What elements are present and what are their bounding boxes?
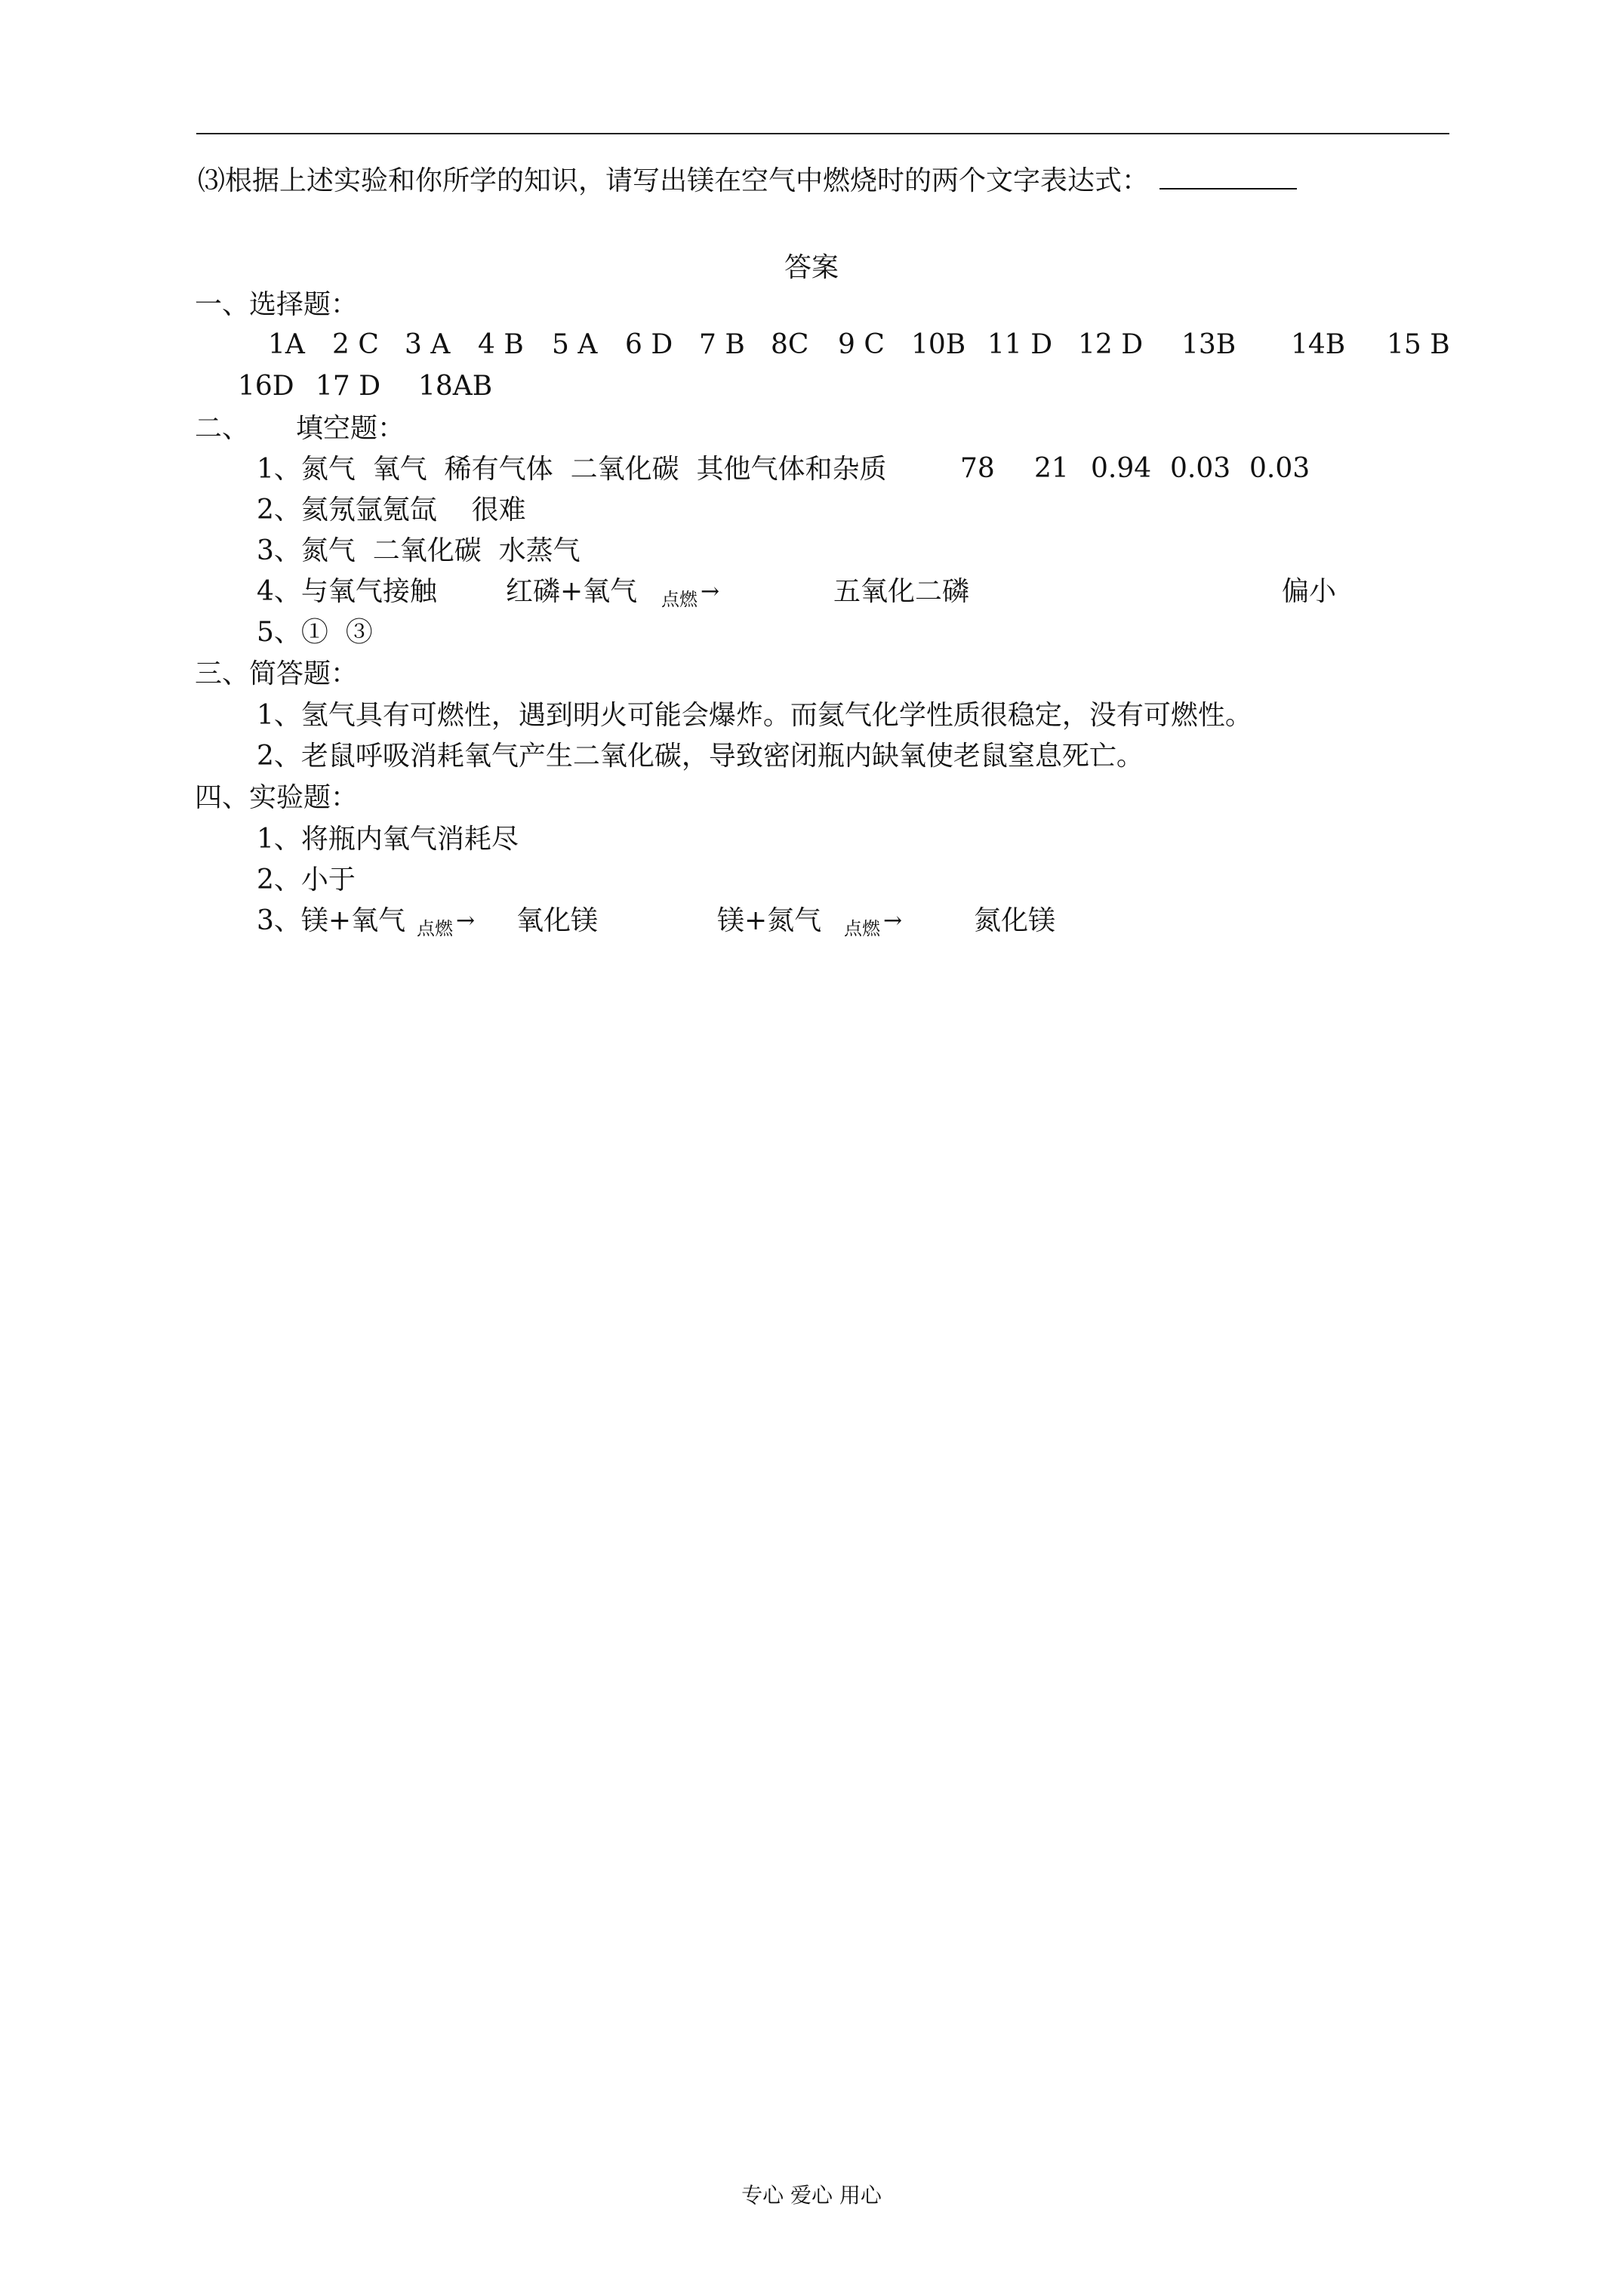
- fill-answer-4-part-d: 偏小: [1282, 576, 1337, 607]
- choice-answer-3: 3 A: [405, 329, 451, 360]
- page-footer: 专心 爱心 用心: [741, 2183, 882, 2208]
- ignite-condition-label: 点燃: [661, 589, 698, 610]
- choice-answer-8: 8C: [771, 329, 809, 360]
- fill-value-1: 78: [960, 453, 995, 484]
- header-rule: [196, 133, 1449, 134]
- fill-answer-5: 5、① ③: [257, 617, 373, 648]
- ignite-condition-label-3: 点燃: [844, 918, 880, 939]
- choice-answer-11: 11 D: [987, 329, 1053, 360]
- choice-answer-4: 4 B: [478, 329, 524, 360]
- short-answer-1: 1、氢气具有可燃性，遇到明火可能会爆炸。而氦气化学性质很稳定，没有可燃性。: [257, 700, 1252, 731]
- fill-value-4: 0.03: [1170, 453, 1231, 484]
- question-3-text: ⑶根据上述实验和你所学的知识，请写出镁在空气中燃烧时的两个文字表达式：: [198, 165, 1150, 196]
- choice-answer-14: 14B: [1291, 329, 1346, 360]
- question-3-line: [198, 165, 1297, 198]
- experiment-answer-2: 2、小于: [257, 864, 356, 895]
- fill-answer-1: 1、氮气 氧气 稀有气体 二氧化碳 其他气体和杂质: [257, 454, 887, 485]
- choice-answer-2: 2 C: [332, 329, 379, 360]
- reaction-arrow-icon: →: [701, 578, 720, 605]
- fill-value-5: 0.03: [1249, 453, 1310, 484]
- reaction-arrow-icon-2: →: [456, 908, 476, 934]
- section2-heading-text: 填空题：: [296, 413, 405, 444]
- fill-value-3: 0.94: [1091, 453, 1152, 484]
- reaction-arrow-icon-3: →: [883, 908, 903, 934]
- experiment-answer-3-part-a: 3、镁+氧气: [257, 905, 406, 936]
- ignite-condition-label-2: 点燃: [417, 918, 453, 939]
- short-answer-2: 2、老鼠呼吸消耗氧气产生二氧化碳，导致密闭瓶内缺氧使老鼠窒息死亡。: [257, 741, 1144, 772]
- experiment-answer-3-part-b: 氧化镁: [516, 905, 599, 936]
- choice-answer-7: 7 B: [699, 329, 745, 360]
- choice-answer-6: 6 D: [625, 329, 673, 360]
- choice-answer-5: 5 A: [552, 329, 598, 360]
- fill-answer-4-part-c: 五氧化二磷: [833, 576, 970, 607]
- fill-value-2: 21: [1034, 453, 1069, 484]
- choice-answer-15: 15 B: [1387, 329, 1450, 360]
- choice-answer-13: 13B: [1181, 329, 1236, 360]
- fill-answer-3: 3、氮气 二氧化碳 水蒸气: [257, 535, 581, 566]
- choice-answer-9: 9 C: [838, 329, 885, 360]
- choice-answer-16: 16D: [238, 371, 294, 402]
- answer-title: 答案: [784, 252, 839, 283]
- section1-heading: 一、选择题：: [195, 289, 359, 320]
- answer-blank: [1160, 165, 1297, 190]
- choice-answer-12: 12 D: [1078, 329, 1144, 360]
- experiment-answer-3-part-c: 镁+氮气: [717, 905, 822, 936]
- choice-answer-1: 1A: [268, 329, 305, 360]
- fill-answer-4-part-b: 红磷+氧气: [506, 576, 638, 607]
- section3-heading: 三、简答题：: [195, 658, 359, 689]
- experiment-answer-3-part-d: 氮化镁: [974, 905, 1056, 936]
- choice-answer-10: 10B: [911, 329, 966, 360]
- choice-answer-17: 17 D: [316, 371, 381, 402]
- choice-answer-18: 18AB: [418, 371, 493, 402]
- experiment-answer-1: 1、将瓶内氧气消耗尽: [257, 824, 519, 855]
- section4-heading: 四、实验题：: [195, 782, 359, 813]
- fill-answer-2: 2、氦氖氩氪氙 很难: [257, 495, 526, 525]
- section2-heading-number: 二、: [195, 413, 250, 444]
- fill-answer-4-part-a: 4、与氧气接触: [257, 576, 437, 607]
